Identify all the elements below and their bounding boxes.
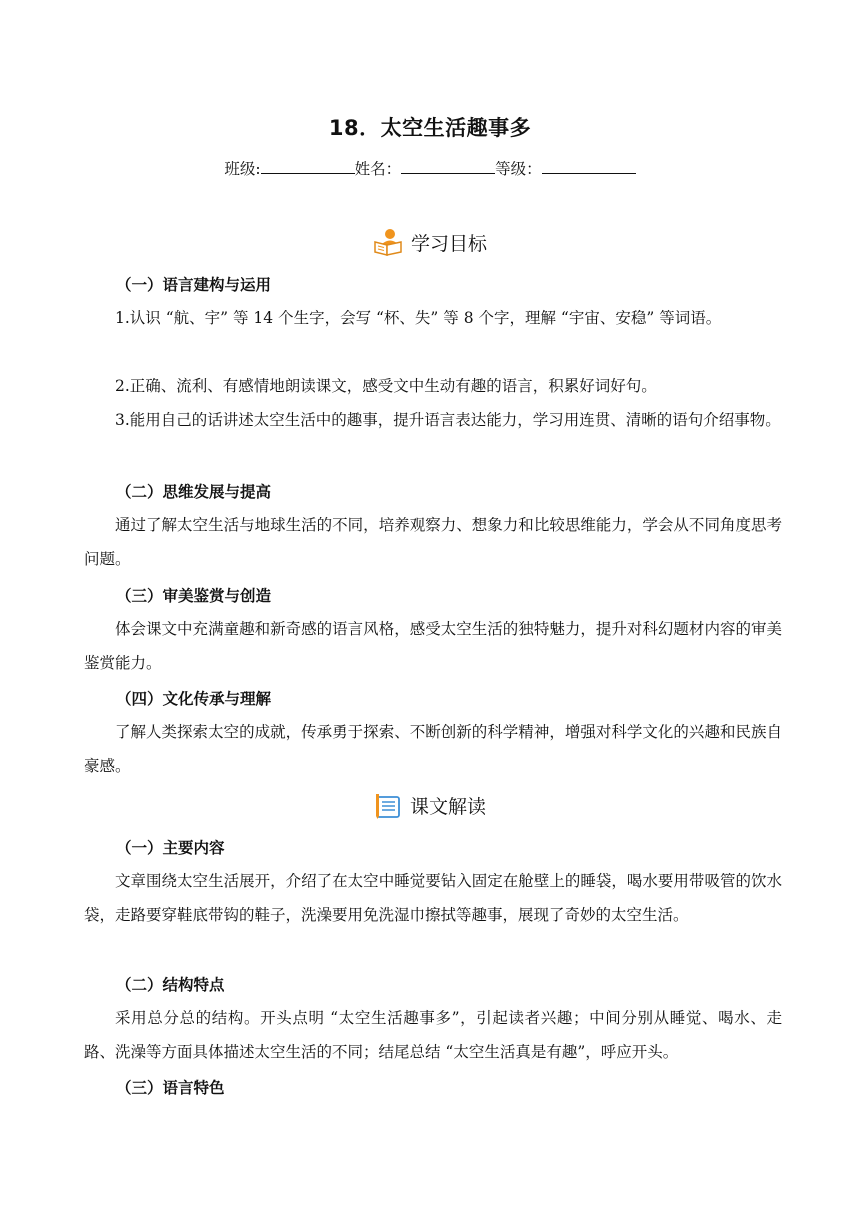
subheading-culture: （四）文化传承与理解 bbox=[116, 690, 272, 708]
paragraph: 2.正确、流利、有感情地朗读课文，感受文中生动有趣的语言，积累好词好句。 bbox=[115, 377, 657, 395]
name-blank[interactable] bbox=[401, 160, 495, 174]
paragraph: 3.能用自己的话讲述太空生活中的趣事，提升语言表达能力，学习用连贯、清晰的语句介绍事物。 bbox=[115, 411, 781, 429]
student-info-line bbox=[0, 157, 860, 179]
section-heading-goals bbox=[0, 228, 860, 256]
subheading-main-content: （一）主要内容 bbox=[116, 839, 225, 857]
class-blank[interactable] bbox=[261, 160, 355, 174]
subheading-language: （一）语言建构与运用 bbox=[116, 276, 272, 294]
section-heading-reading bbox=[0, 792, 860, 819]
paragraph: 文章围绕太空生活展开，介绍了在太空中睡觉要钻入固定在舱壁上的睡袋，喝水要用带吸管的饮水袋，走路要穿鞋底带钩的鞋子，洗澡要用免洗湿巾擦拭等趣事，展现了奇妙的太空生活。 bbox=[84, 872, 782, 924]
subheading-language-style: （三）语言特色 bbox=[116, 1079, 225, 1097]
subheading-thinking: （二）思维发展与提高 bbox=[116, 483, 272, 501]
class-label: 班级: bbox=[224, 160, 261, 178]
subheading-structure: （二）结构特点 bbox=[116, 976, 225, 994]
reading-person-icon bbox=[373, 228, 403, 256]
name-label: 姓名： bbox=[354, 160, 402, 178]
grade-label: 等级： bbox=[495, 160, 542, 178]
paragraph: 采用总分总的结构。开头点明 “太空生活趣事多”，引起读者兴趣；中间分别从睡觉、喝水、走路、洗澡等方面具体描述太空生活的不同；结尾总结 “太空生活真是有趣”，呼应开头。 bbox=[84, 1009, 782, 1061]
notebook-pencil-icon bbox=[374, 793, 402, 819]
subheading-aesthetic: （三）审美鉴赏与创造 bbox=[116, 587, 272, 605]
paragraph: 通过了解太空生活与地球生活的不同，培养观察力、想象力和比较思维能力，学会从不同角度思考问题。 bbox=[84, 516, 782, 568]
paragraph: 了解人类探索太空的成就，传承勇于探索、不断创新的科学精神，增强对科学文化的兴趣和民族自豪感。 bbox=[84, 723, 782, 775]
grade-blank[interactable] bbox=[542, 160, 636, 174]
page-title: 18．太空生活趣事多 bbox=[328, 116, 532, 140]
section-title-reading: 课文解读 bbox=[409, 796, 486, 818]
paragraph: 1.认识 “航、宇” 等 14 个生字，会写 “杯、失” 等 8 个字，理解 “宇宙、安稳” 等词语。 bbox=[115, 309, 722, 327]
section-title-goals: 学习目标 bbox=[410, 232, 487, 255]
paragraph: 体会课文中充满童趣和新奇感的语言风格，感受太空生活的独特魅力，提升对科幻题材内容的审美鉴赏能力。 bbox=[84, 620, 782, 672]
